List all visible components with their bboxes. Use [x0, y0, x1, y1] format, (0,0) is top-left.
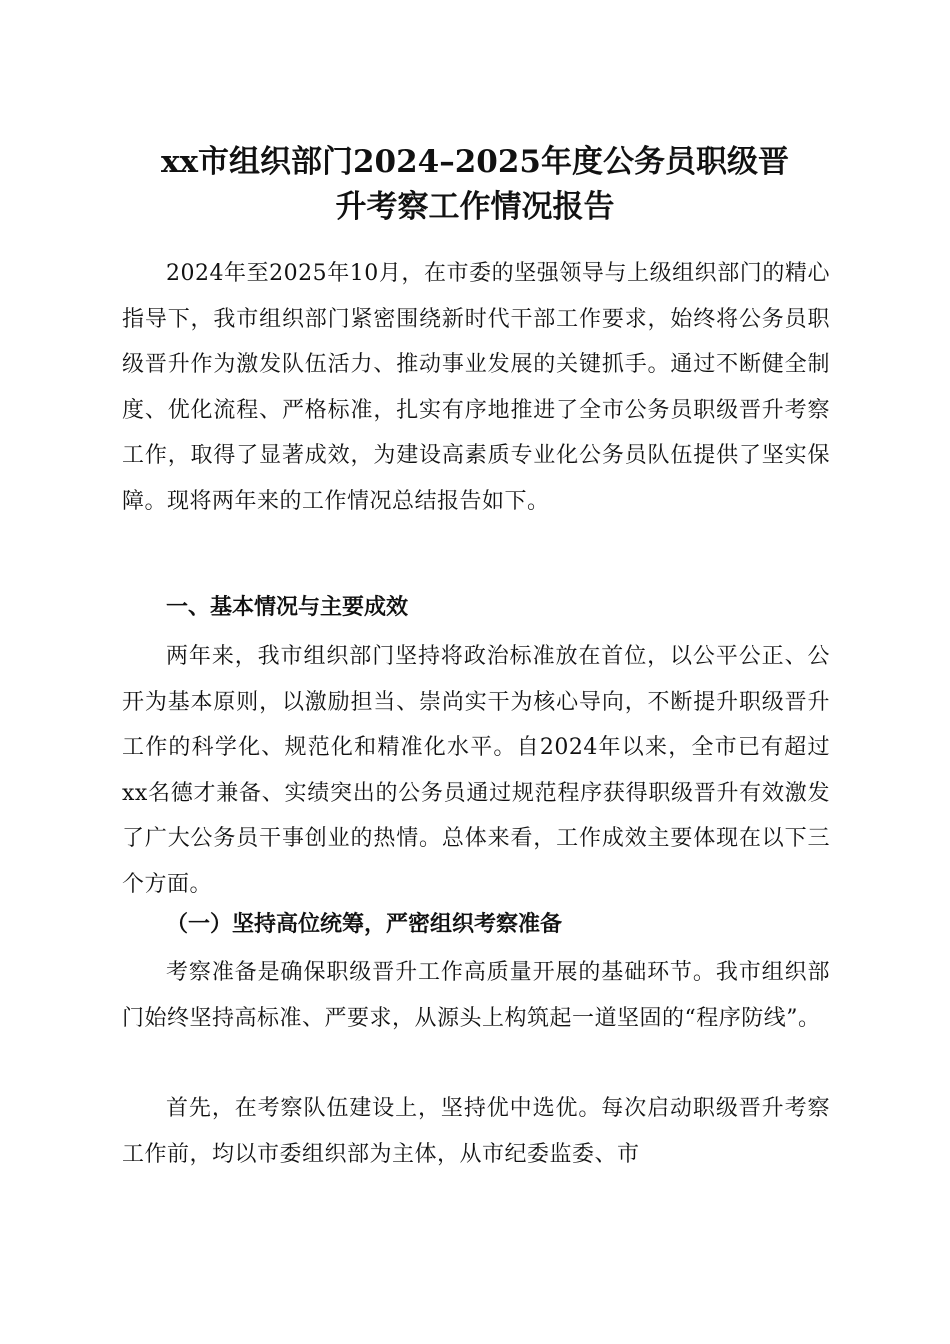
intro-paragraph: 2024年至2025年10月，在市委的坚强领导与上级组织部门的精心指导下，我市组织部门紧密围绕新时代干部工作要求，始终将公务员职级晋升作为激发队伍活力、推动事业发展的关键抓手。通过不断健全制度、优化流程、严格标准，扎实有序地推进了全市公务员职级晋升考察工作，取得了显著成效，为建设高素质专业化公务员队伍提供了坚实保障。现将两年来的工作情况总结报告如下。 — [122, 261, 830, 514]
subsection-1-paragraph-2: 首先，在考察队伍建设上，坚持优中选优。每次启动职级晋升考察工作前，均以市委组织部为主体，从市纪委监委、市 — [122, 1096, 830, 1167]
subsection-1-paragraph: 考察准备是确保职级晋升工作高质量开展的基础环节。我市组织部门始终坚持高标准、严要求，从源头上构筑起一道坚固的“程序防线”。 — [122, 960, 830, 1031]
subsection-heading-1: （一）坚持高位统筹，严密组织考察准备 — [166, 911, 563, 937]
document-title-line-2: 升考察工作情况报告 — [335, 189, 615, 225]
section-1-paragraph: 两年来，我市组织部门坚持将政治标准放在首位，以公平公正、公开为基本原则，以激励担当、崇尚实干为核心导向，不断提升职级晋升工作的科学化、规范化和精准化水平。自2024年以来，全市已有超过xx名德才兼备、实绩突出的公务员通过规范程序获得职级晋升有效激发了广大公务员干事创业的热情。总体来看，工作成效主要体现在以下三个方面。 — [122, 644, 830, 897]
section-heading-1: 一、基本情况与主要成效 — [166, 595, 409, 620]
document-title-line-1: xx市组织部门2024–2025年度公务员职级晋 — [160, 144, 790, 180]
